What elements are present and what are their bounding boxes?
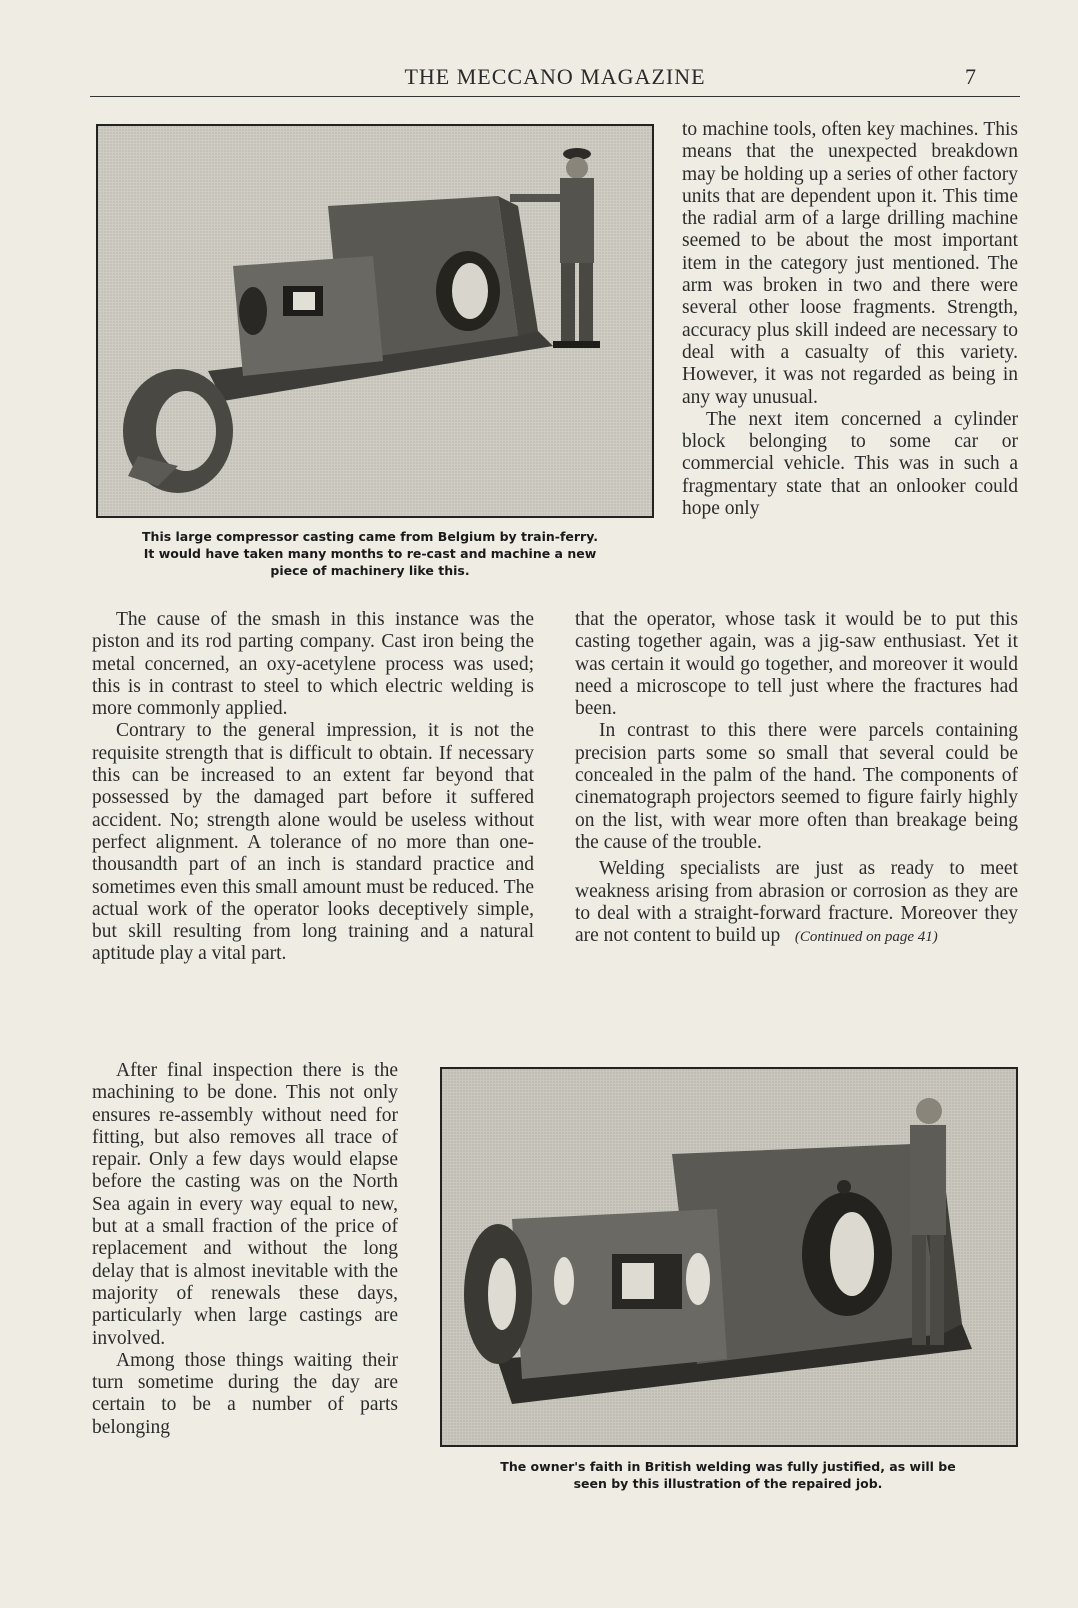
left-column-bottom-text <box>92 1060 398 1439</box>
page-header <box>90 62 1020 97</box>
page-number: 7 <box>965 64 976 89</box>
paragraph: The cause of the smash in this instance was the piston and its rod parting company. Cast iron being the metal concerned, an oxy-acetylene process was used; this is in contrast to steel to which electric welding is more commonly applied. <box>92 609 534 720</box>
caption-repaired-casting: The owner's faith in British welding was fully justified, as will be seen by this illustration of the repaired job. <box>500 1459 956 1491</box>
paragraph: to machine tools, often key machines. This means that the unexpected breakdown may be holding up a series of other factory units that are dependent upon it. This time the radial arm of a large drilling machine seemed to be about the most important item in the category just mentioned. The arm was broken in two and there were several other loose fragments. Strength, accuracy plus skill indeed are necessary to deal with a casualty of this variety. However, it was not regarded as being in any way unusual. <box>682 119 1018 408</box>
paragraph: In contrast to this there were parcels containing precision parts some so small that several could be concealed in the palm of the hand. The components of cinematograph projectors seemed to figure fairly highly on the list, with wear more often than breakage being the cause of the trouble. <box>575 720 1018 853</box>
paragraph: Contrary to the general impression, it is not the requisite strength that is difficult to obtain. If necessary this can be increased to an extent far beyond that possessed by the damaged part before it suffered accident. No; strength alone would be useless without perfect alignment. A tolerance of no more than one-thousandth part of an inch is standard practice and sometimes even this small amount must be reduced. The actual work of the operator looks deceptively simple, but skill resulting from long training and a natural aptitude play a vital part. <box>92 720 534 965</box>
paragraph: After final inspection there is the machining to be done. This not only ensures re-assembly without need for fitting, but also removes all trace of repair. Only a few days would elapse before the casting was on the North Sea again in every way equal to new, but at a small fraction of the price of replacement and without the long delay that is almost inevitable with the majority of renewals these days, particularly when large castings are involved. <box>92 1060 398 1349</box>
repaired-casting-illustration <box>442 1069 1016 1445</box>
caption-broken-casting: This large compressor casting came from Belgium by train-ferry. It would have taken many months to re-cast and machine a new piece of machinery like this. <box>142 529 598 578</box>
left-column-text <box>92 609 534 966</box>
photo-broken-casting <box>96 124 654 518</box>
magazine-title: THE MECCANO MAGAZINE <box>404 64 706 89</box>
continued-note: (Continued on page 41) <box>794 929 938 946</box>
paragraph: that the operator, whose task it would be to put this casting together again, was a jig-saw enthusiast. Yet it was certain it would go together, and moreover it would need a microscope to tell just where the fractures had been. <box>575 609 1018 720</box>
paragraph: Among those things waiting their turn sometime during the day are certain to be a number of parts belonging <box>92 1349 398 1438</box>
broken-casting-illustration <box>98 126 652 516</box>
photo-repaired-casting <box>440 1067 1018 1447</box>
right-column-mid-text <box>575 609 1018 948</box>
right-column-top-text <box>682 119 1018 520</box>
paragraph: The next item concerned a cylinder block belonging to some car or commercial vehicle. This was in such a fragmentary state that an onlooker could hope only <box>682 408 1018 520</box>
paragraph: Welding specialists are just as ready to meet weakness arising from abrasion or corrosion as they are to deal with a straight-forward fracture. Moreover they are not content to build up (Continued on page 41) <box>575 858 1018 947</box>
